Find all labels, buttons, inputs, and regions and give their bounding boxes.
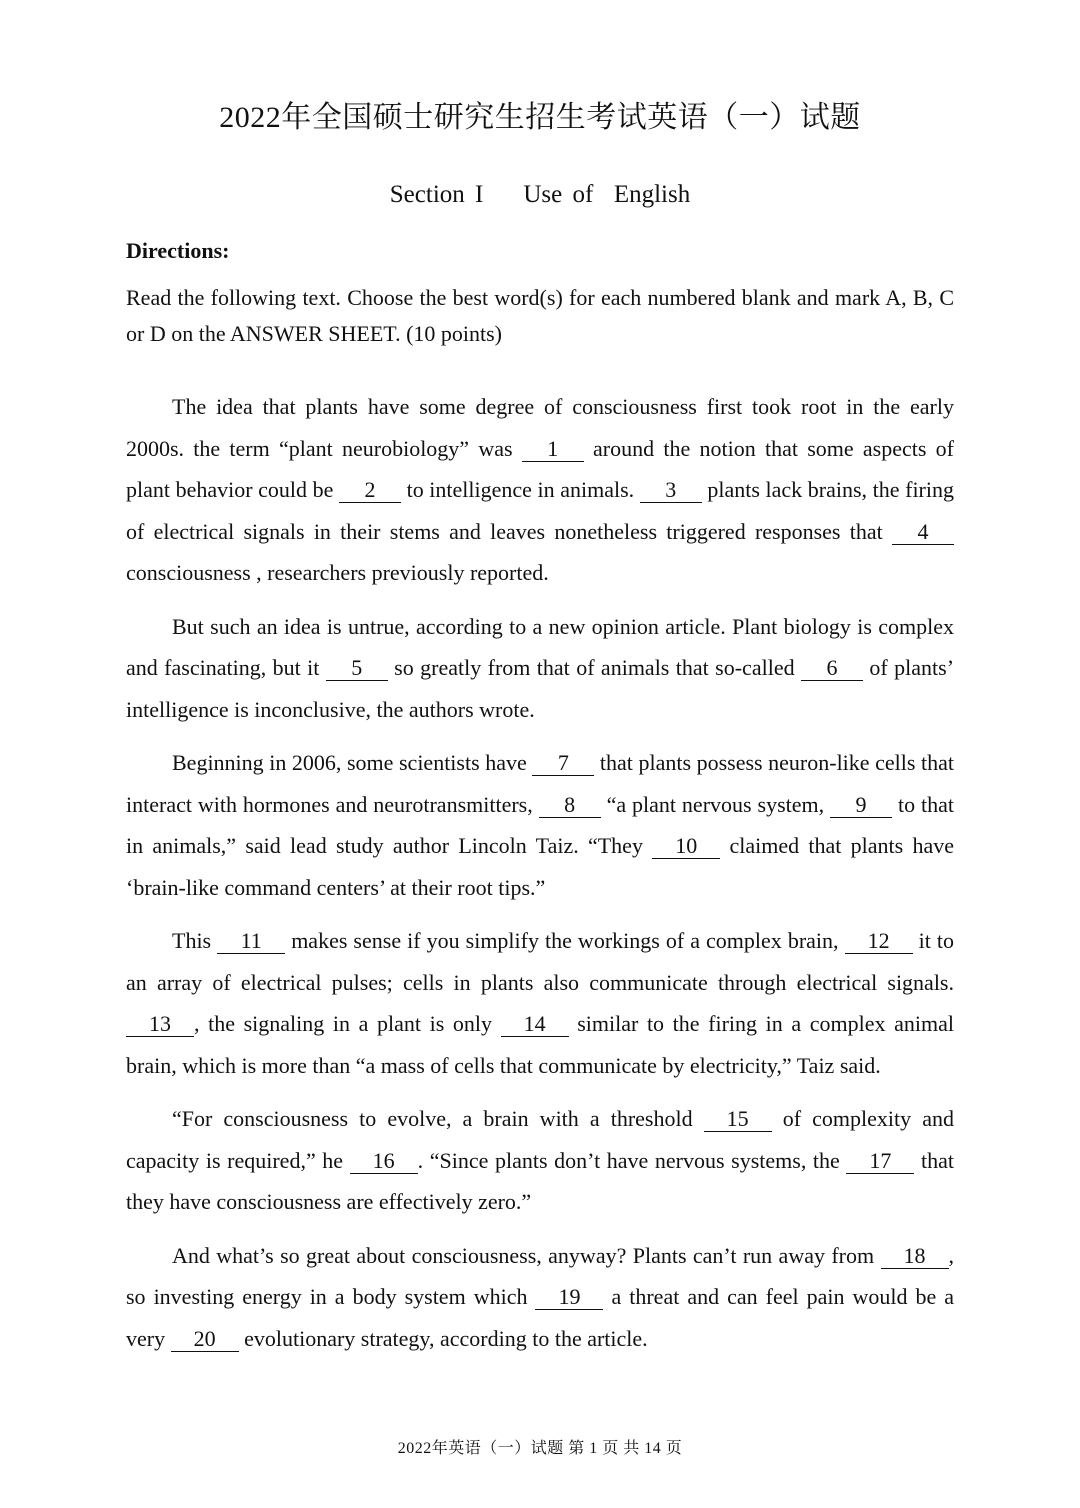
passage-text: that plants possess neuron-like cells that interact with hormones and neurotransmitters, — [126, 750, 955, 817]
passage-text: evolutionary strategy, according to the article. — [238, 1325, 648, 1351]
passage-paragraph — [126, 1098, 954, 1223]
blank-4: 4 — [892, 520, 954, 545]
blank-17: 17 — [846, 1149, 914, 1174]
passage-text: claimed that plants have ‘brain-like command centers’ at their root tips.” — [126, 833, 954, 900]
passage-text: makes sense if you simplify the workings of a complex brain, — [285, 928, 845, 953]
blank-3: 3 — [640, 478, 702, 503]
passage-text: of complexity and capacity is required,” he — [126, 1106, 954, 1173]
blank-15: 15 — [704, 1107, 772, 1132]
passage-text: Beginning in 2006, some scientists have — [172, 750, 533, 775]
blank-6: 6 — [801, 656, 863, 681]
blank-11: 11 — [217, 929, 285, 954]
passage-paragraph — [126, 742, 954, 908]
directions-label: Directions: — [126, 238, 230, 263]
passage-text: The idea that plants have some degree of consciousness first took root in the early 2000s. the term “plant neurobiology” was — [126, 394, 954, 461]
passage-text: “For consciousness to evolve, a brain with a threshold — [172, 1106, 704, 1131]
blank-5: 5 — [326, 656, 388, 681]
blank-1: 1 — [522, 437, 584, 462]
passage-text: around the notion that some aspects of plant behavior could be — [126, 435, 954, 502]
blank-18: 18 — [881, 1244, 949, 1269]
passage-text: , the signaling in a plant is only — [194, 1011, 501, 1036]
passage-text: it to an array of electrical pulses; cells in plants also communicate through electrical signals. — [126, 928, 954, 995]
passage-text: And what’s so great about consciousness, anyway? Plants can’t run away from — [172, 1242, 881, 1268]
passage-text: so greatly from that of animals that so-called — [387, 655, 801, 680]
passage-text: a threat and can feel pain would be a very — [126, 1284, 955, 1351]
blank-14: 14 — [501, 1012, 569, 1037]
exam-title: 2022年全国硕士研究生招生考试英语（一）试题 — [219, 101, 861, 134]
passage-text: similar to the firing in a complex animal brain, which is more than “a mass of cells that communicate by electricity,” Taiz said. — [126, 1011, 954, 1078]
blank-7: 7 — [532, 751, 594, 776]
cloze-passage — [126, 386, 954, 1371]
passage-paragraph — [126, 920, 954, 1086]
passage-text: plants lack brains, the firing of electrical signals in their stems and leaves nonetheless triggered responses that — [126, 477, 954, 544]
passage-text: that they have consciousness are effectively zero.” — [126, 1147, 955, 1214]
passage-text: consciousness , researchers previously reported. — [126, 560, 549, 585]
passage-text: But such an idea is untrue, according to a new opinion article. Plant biology is complex and fascinating, but it — [126, 613, 954, 680]
passage-text: , so investing energy in a body system which — [126, 1242, 954, 1309]
blank-8: 8 — [539, 793, 601, 818]
passage-paragraph — [126, 606, 954, 731]
blank-12: 12 — [845, 929, 913, 954]
blank-2: 2 — [339, 478, 401, 503]
directions-text: Read the following text. Choose the best word(s) for each numbered blank and mark A, B, C or D on the ANSWER SHEET. (10 points) — [126, 285, 954, 346]
blank-20: 20 — [171, 1327, 239, 1352]
passage-text: This — [172, 928, 218, 953]
blank-16: 16 — [350, 1149, 418, 1174]
passage-paragraph — [126, 386, 954, 594]
blank-19: 19 — [535, 1285, 603, 1310]
passage-paragraph — [126, 1235, 954, 1360]
passage-text: of plants’ intelligence is inconclusive, the authors wrote. — [126, 655, 955, 722]
passage-text: . “Since plants don’t have nervous systems, the — [417, 1147, 847, 1173]
section-name: Use of English — [523, 181, 691, 208]
blank-9: 9 — [830, 793, 892, 818]
blank-13: 13 — [126, 1012, 194, 1037]
passage-text: “a plant nervous system, — [600, 791, 831, 817]
passage-text: to intelligence in animals. — [401, 477, 640, 502]
section-heading — [0, 181, 1080, 209]
section-number: Section I — [389, 181, 484, 208]
blank-10: 10 — [652, 834, 720, 859]
page-footer: 2022年英语（一）试题 第 1 页 共 14 页 — [397, 1440, 683, 1457]
passage-text: to that in animals,” said lead study author Lincoln Taiz. “They — [126, 791, 954, 858]
